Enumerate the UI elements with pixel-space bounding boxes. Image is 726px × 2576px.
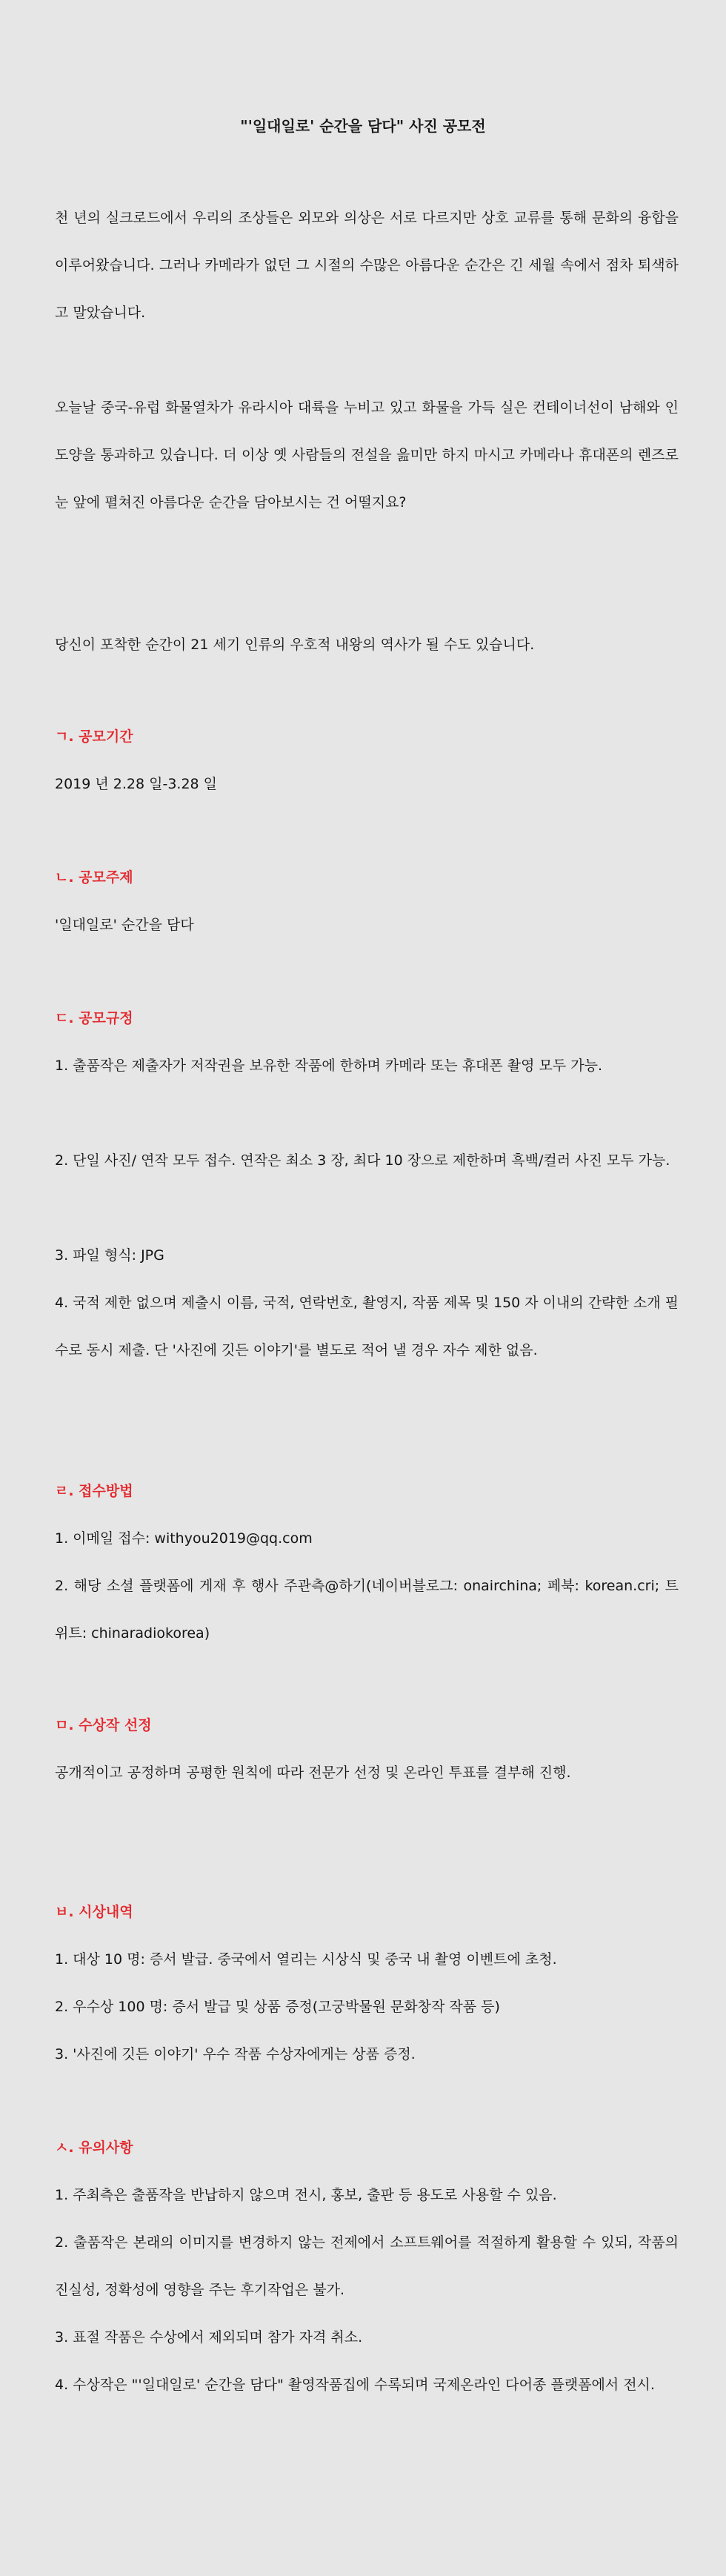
period-text: 2019 년 2.28 일-3.28 일 [55, 776, 218, 792]
rules-item-2: 2. 단일 사진/ 연작 모두 접수. 연작은 최소 3 장, 최다 10 장으로 제한하며 흑백/컬러 사진 모두 가능. [55, 1152, 670, 1169]
rules-item-1: 1. 출품작은 제출자가 저작권을 보유한 작품에 한하며 카메라 또는 휴대폰 촬영 모두 가능. [55, 1058, 603, 1074]
section-heading-awards: ㅂ. 시상내역 [55, 1904, 133, 1920]
notes-item-1: 1. 주최측은 출품작을 반납하지 않으며 전시, 홍보, 출판 등 용도로 사용할 수 있음. [55, 2187, 557, 2203]
submission-item-2: 2. 해당 소셜 플랫폼에 게재 후 행사 주관측@하기(네이버블로그: onairchina; 페북: korean.cri; 트위트: chinaradiokorea) [55, 1578, 679, 1641]
rules-item-4: 4. 국적 제한 없으며 제출시 이름, 국적, 연락번호, 촬영지, 작품 제목 및 150 자 이내의 간략한 소개 필수로 동시 제출. 단 '사진에 깃든 이야기'를 별도로 적어 낼 경우 자수 제한 없음. [55, 1295, 679, 1358]
section-heading-notes: ㅅ. 유의사항 [55, 2140, 133, 2156]
section-heading-rules: ㄷ. 공모규정 [55, 1010, 133, 1026]
notes-item-2: 2. 출품작은 본래의 이미지를 변경하지 않는 전제에서 소프트웨어를 적절하게 활용할 수 있되, 작품의 진실성, 정확성에 영향을 주는 후기작업은 불가. [55, 2234, 679, 2298]
awards-item-1: 1. 대상 10 명: 증서 발급. 중국에서 열리는 시상식 및 중국 내 촬영 이벤트에 초청. [55, 1951, 557, 1968]
notes-item-3: 3. 표절 작품은 수상에서 제외되며 참가 자격 취소. [55, 2329, 363, 2346]
awards-item-2: 2. 우수상 100 명: 증서 발급 및 상품 증정(고궁박물원 문화창작 작품 등) [55, 1999, 500, 2015]
theme-text: '일대일로' 순간을 담다 [55, 917, 194, 933]
intro-paragraph-1: 천 년의 실크로드에서 우리의 조상들은 외모와 의상은 서로 다르지만 상호 교류를 통해 문화의 융합을 이루어왔습니다. 그러나 카메라가 없던 그 시절의 수많은 아름다운 순간은 긴 세월 속에서 점차 퇴색하고 말았습니다. [55, 210, 679, 321]
intro-paragraph-2: 오늘날 중국-유럽 화물열차가 유라시아 대륙을 누비고 있고 화물을 가득 실은 컨테이너선이 남해와 인도양을 통과하고 있습니다. 더 이상 옛 사람들의 전설을 읊미만 하지 마시고 카메라나 휴대폰의 렌즈로 눈 앞에 펼쳐진 아름다운 순간을 담아보시는 건 어떨지요? [55, 399, 679, 511]
section-heading-period: ㄱ. 공모기간 [55, 728, 133, 745]
section-heading-submission: ㄹ. 접수방법 [55, 1483, 133, 1499]
notes-item-4: 4. 수상작은 "'일대일로' 순간을 담다" 촬영작품집에 수록되며 국제온라인 다어종 플랫폼에서 전시. [55, 2377, 655, 2393]
selection-text: 공개적이고 공정하며 공평한 원칙에 따라 전문가 선정 및 온라인 투표를 결부해 진행. [55, 1765, 571, 1781]
section-heading-selection: ㅁ. 수상작 선정 [55, 1717, 152, 1733]
rules-item-3: 3. 파일 형식: JPG [55, 1247, 164, 1264]
awards-item-3: 3. '사진에 깃든 이야기' 우수 작품 수상자에게는 상품 증정. [55, 2046, 416, 2062]
intro-paragraph-3: 당신이 포착한 순간이 21 세기 인류의 우호적 내왕의 역사가 될 수도 있습니다. [55, 637, 535, 653]
page-title: "'일대일로' 순간을 담다" 사진 공모전 [240, 117, 486, 135]
section-heading-theme: ㄴ. 공모주제 [55, 869, 133, 886]
submission-item-1: 1. 이메일 접수: withyou2019@qq.com [55, 1530, 313, 1547]
